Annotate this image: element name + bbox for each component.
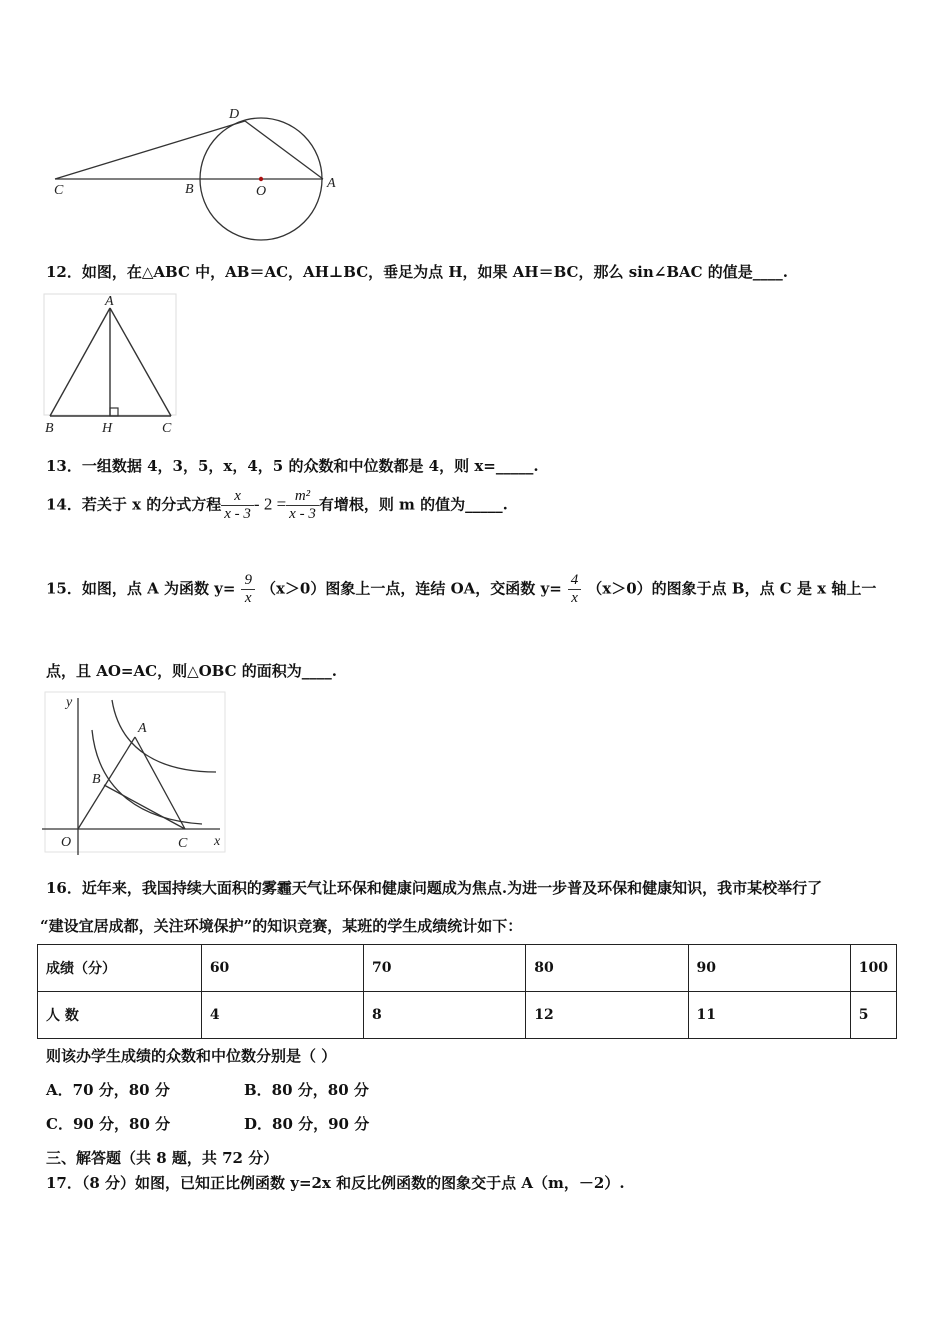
question-15-line-2: 点，且 AO=AC，则△OBC 的面积为____.	[46, 662, 338, 680]
figure-q15-graph	[40, 690, 230, 860]
table-cell: 8	[364, 992, 526, 1039]
section-3-heading: 三、解答题（共 8 题，共 72 分）	[46, 1149, 279, 1167]
q15-fraction-1: $\frac{9}{x}$	[241, 572, 255, 607]
label-c: C	[162, 421, 172, 436]
option-c[interactable]: C．90 分，80 分	[46, 1115, 171, 1133]
label-x: x	[214, 834, 221, 849]
label-c: C	[54, 183, 64, 198]
table-cell: 70	[364, 945, 526, 992]
line-cd	[55, 121, 245, 179]
table-cell: 90	[688, 945, 850, 992]
option-d[interactable]: D．80 分，90 分	[244, 1115, 370, 1133]
table-cell: 人 数	[38, 992, 202, 1039]
label-d: D	[229, 107, 240, 122]
question-14	[46, 488, 508, 523]
question-16-line-2: “建设宜居成都，关注环境保护”的知识竞赛，某班的学生成绩统计如下：	[40, 917, 523, 935]
question-12: 12．如图，在△ABC 中，AB＝AC，AH⊥BC，垂足为点 H，如果 AH＝BC，那么 sin∠BAC 的值是____.	[46, 263, 789, 281]
q14-suffix: 有增根，则 m 的值为_____.	[318, 495, 508, 514]
question-17: 17．（8 分）如图，已知正比例函数 y=2x 和反比例函数的图象交于点 A（m，－2）.	[46, 1174, 625, 1192]
table-cell: 60	[201, 945, 363, 992]
table-cell: 12	[526, 992, 688, 1039]
label-a: A	[105, 294, 114, 309]
table-row	[38, 945, 897, 992]
option-b[interactable]: B．80 分，80 分	[244, 1081, 369, 1099]
label-o: O	[61, 835, 72, 850]
table-cell: 100	[850, 945, 896, 992]
label-o: O	[256, 184, 267, 199]
figure-q12-triangle	[40, 292, 180, 437]
table-cell: 11	[688, 992, 850, 1039]
label-c: C	[178, 836, 188, 851]
q14-fraction-2: $\frac{\text{m²}}{x - 3}$	[286, 488, 319, 523]
q14-middle: - 2 =	[253, 494, 287, 514]
label-b: B	[45, 421, 54, 436]
table-row	[38, 992, 897, 1039]
label-a: A	[327, 176, 336, 191]
label-h: H	[102, 421, 113, 436]
question-15-line-1: 15．如图，点 A 为函数 y= $\frac{9}{x}$ （x＞0）图象上一点，连结 OA，交函数 y= $\frac{4}{x}$ （x＞0）的图象于点 B，点 C 是 x 轴上一	[46, 572, 877, 606]
label-a: A	[138, 721, 147, 736]
question-13: 13．一组数据 4，3，5，x，4，5 的众数和中位数都是 4，则 x=_____.	[46, 457, 539, 475]
q15-fraction-2: $\frac{4}{x}$	[568, 572, 582, 607]
line-da	[245, 121, 323, 179]
label-b: B	[92, 772, 101, 787]
q14-fraction-1: $\frac{x}{x - 3}$	[221, 488, 254, 523]
option-a[interactable]: A．70 分，80 分	[46, 1081, 170, 1099]
table-cell: 成绩（分）	[38, 945, 202, 992]
question-16-prompt: 则该办学生成绩的众数和中位数分别是（ ）	[46, 1047, 337, 1065]
center-dot	[259, 177, 263, 181]
label-y: y	[66, 695, 73, 710]
label-b: B	[185, 182, 194, 197]
table-cell: 80	[526, 945, 688, 992]
table-cell: 5	[850, 992, 896, 1039]
q14-prefix: 14．若关于 x 的分式方程	[46, 495, 222, 514]
table-cell: 4	[201, 992, 363, 1039]
score-table	[37, 944, 897, 1039]
figure-q11-circle	[40, 100, 360, 245]
question-16-line-1: 16．近年来，我国持续大面积的雾霾天气让环保和健康问题成为焦点.为进一步普及环保和健康知识，我市某校举行了	[46, 879, 823, 897]
